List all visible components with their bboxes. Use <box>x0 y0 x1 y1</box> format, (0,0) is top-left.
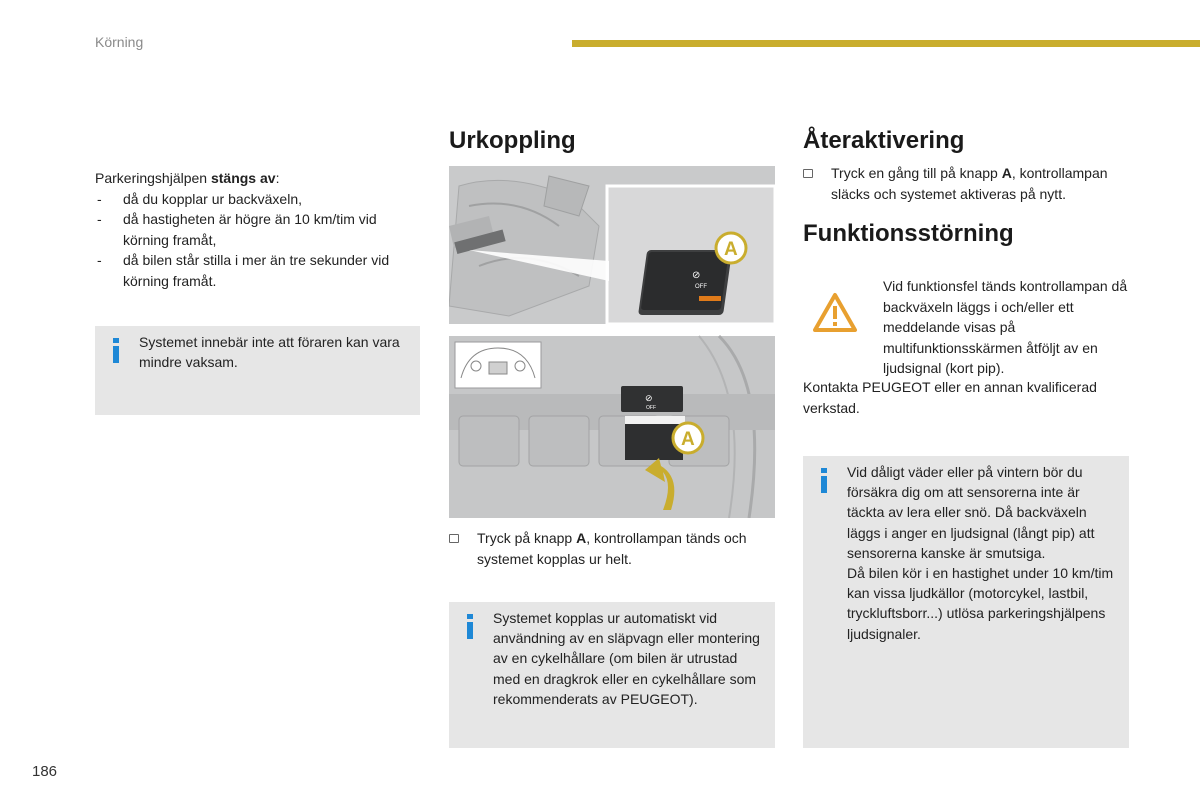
ateraktivering-step: Tryck en gång till på knapp A, kontrollampan släcks och systemet aktiveras på nytt. <box>831 165 1108 202</box>
off-symbol-bottom: ⊘ <box>645 393 653 403</box>
urkoppling-title: Urkoppling <box>449 127 576 154</box>
intro-line <box>95 168 420 189</box>
ateraktivering-title: Återaktivering <box>803 127 965 154</box>
note-text: Systemet kopplas ur automatiskt vid användning av en släpvagn eller montering av en cykelhållare (om bilen är utrustad med en dragkrok eller en cykelhållare som rekommenderats av PEUGEOT). <box>493 610 760 707</box>
list-item: - då du kopplar ur backväxeln, <box>97 190 302 207</box>
urkoppling-step: Tryck på knapp A, kontrollampan tänds och systemet kopplas ur helt. <box>477 530 747 567</box>
warning-icon <box>812 292 858 334</box>
off-label-top: OFF <box>695 284 707 290</box>
page-number: 186 <box>32 763 58 780</box>
button-illustration <box>449 166 775 518</box>
funktionsstorning-title: Funktionsstörning <box>803 220 1014 247</box>
conditions-list <box>95 189 420 292</box>
intro-bold: stängs av <box>210 170 276 186</box>
list-item: - då bilen står stilla i mer än tre sekunder vid körning framåt. <box>97 252 390 289</box>
note-text: Vid dåligt väder eller på vintern bör du försäkra dig om att sensorerna inte är täckta av lera eller snö. Då backväxeln läggs i anger en ljudsignal (långt pip) att sensorerna kanske är smutsiga. Då bilen kör i en hastighet under 10 km/tim kan vissa ljudkällor (motorcykel, lastbil, tryckluftsborr...) utlösa parkeringshjälpens ljudsignaler. <box>847 464 1114 642</box>
intro-suffix: : <box>275 170 280 186</box>
intro-prefix: Parkeringshjälpen <box>95 170 211 186</box>
bullet-icon <box>449 534 459 542</box>
info-note-left <box>95 326 420 415</box>
section-label: Körning <box>95 34 144 50</box>
off-label-bottom: OFF <box>646 405 656 411</box>
off-symbol-top: ⊘ <box>692 270 701 281</box>
note-text: Systemet innebär inte att föraren kan vara mindre vaksam. <box>139 334 400 371</box>
left-intro <box>95 168 420 291</box>
info-note-middle <box>449 602 775 748</box>
label-a-bottom: A <box>681 429 695 450</box>
header-accent-bar <box>572 40 1200 47</box>
contact-text: Kontakta PEUGEOT eller en annan kvalificerad verkstad. <box>803 379 1097 416</box>
bullet-icon <box>803 169 813 177</box>
warning-text: Vid funktionsfel tänds kontrollampan då backväxeln läggs i och/eller ett meddelande visas på multifunktionsskärmen åtföljt av en ljudsignal (kort pip). <box>883 278 1128 376</box>
dashboard-drawing <box>449 166 775 518</box>
info-note-right <box>803 456 1129 748</box>
label-a-top: A <box>724 239 738 260</box>
list-item: - då hastigheten är högre än 10 km/tim vid körning framåt, <box>97 211 377 248</box>
